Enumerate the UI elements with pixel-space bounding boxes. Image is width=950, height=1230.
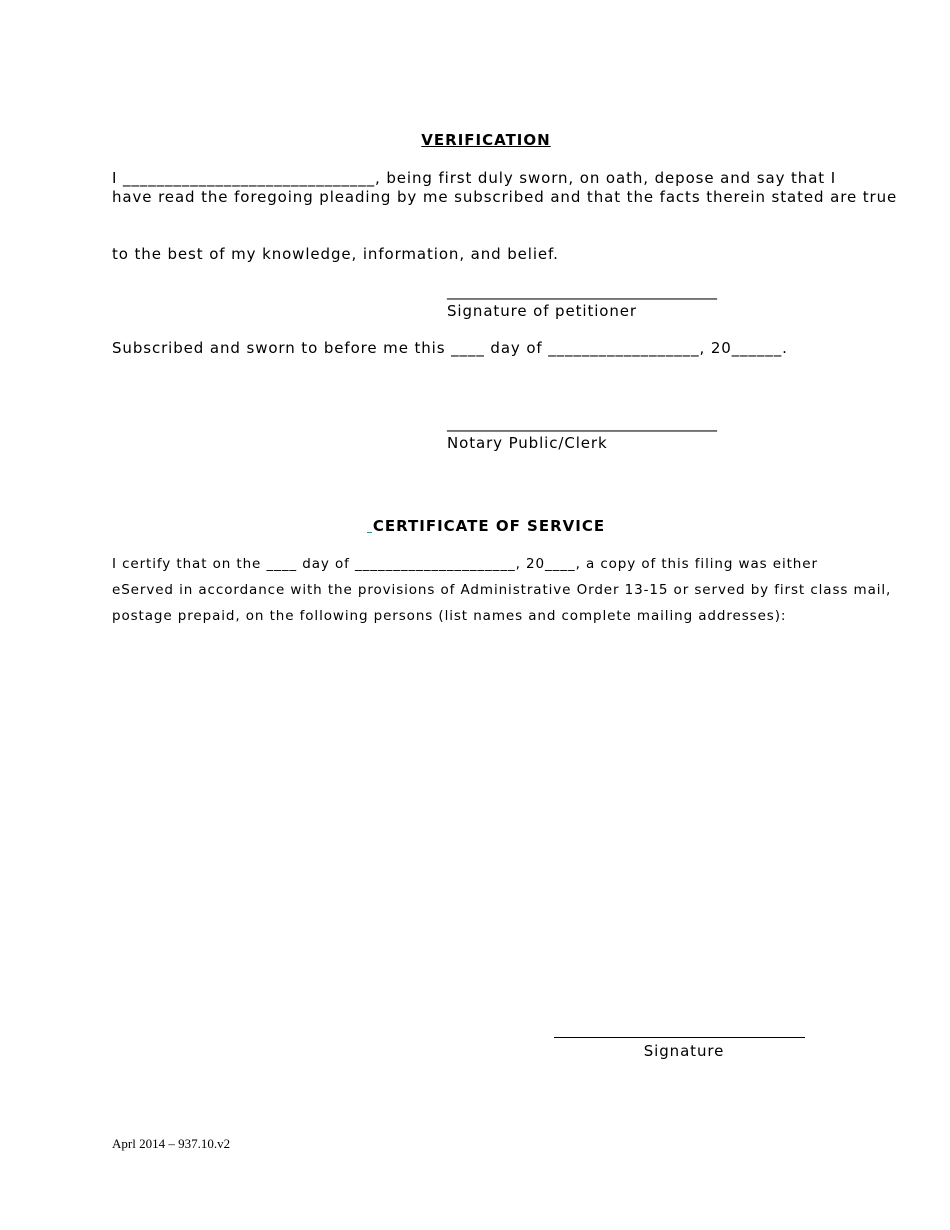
- certificate-title-text: CERTIFICATE OF SERVICE: [372, 517, 606, 535]
- footer-form-id: Aprl 2014 – 937.10.v2: [112, 1136, 231, 1151]
- verification-line-2: have read the foregoing pleading by me subscribed and that the facts therein stated are true: [112, 188, 898, 206]
- certificate-line-1: I certify that on the ____ day of _____________________, 20____, a copy of this filing was either: [112, 556, 818, 572]
- verification-title: VERIFICATION: [421, 131, 551, 149]
- certificate-line-2: eServed in accordance with the provisions of Administrative Order 13-15 or served by first class mail,: [112, 582, 892, 598]
- verification-line-3: to the best of my knowledge, information, and belief.: [112, 245, 559, 263]
- notary-label: Notary Public/Clerk: [447, 434, 608, 452]
- sworn-statement: Subscribed and sworn to before me this ____ day of __________________, 20______.: [112, 339, 788, 357]
- petitioner-signature-label: Signature of petitioner: [447, 302, 637, 320]
- text-cursor-mark: [367, 532, 372, 533]
- certificate-line-3: postage prepaid, on the following persons (list names and complete mailing addresses):: [112, 608, 787, 624]
- certificate-signature-line: [554, 1037, 805, 1038]
- notary-signature-line: ____________________________________: [447, 414, 717, 432]
- certificate-title: [0, 517, 950, 535]
- petitioner-signature-line: ____________________________________: [447, 282, 717, 300]
- certificate-signature-label: Signature: [643, 1042, 725, 1060]
- verification-line-1: I ______________________________, being first duly sworn, on oath, depose and say that I: [112, 169, 837, 187]
